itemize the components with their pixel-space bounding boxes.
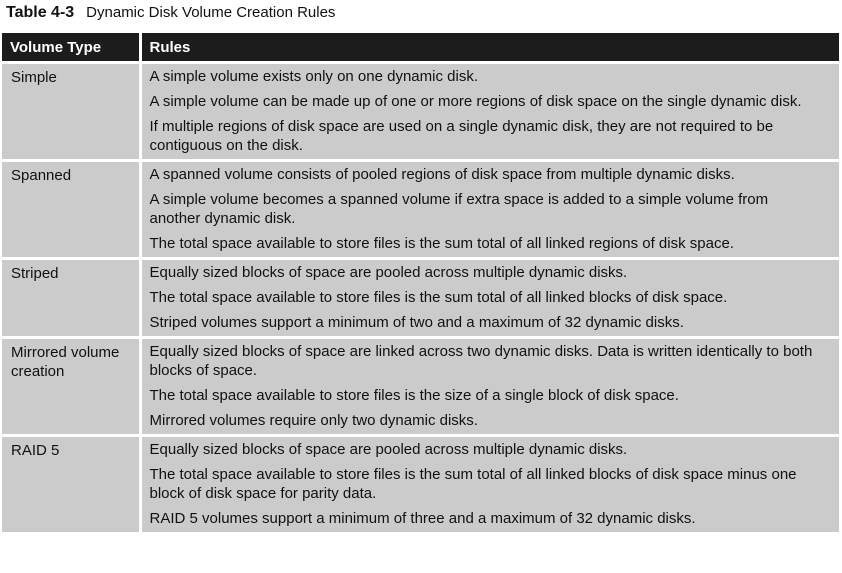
rule-text: The total space available to store files is the sum total of all linked blocks of disk space. [149, 289, 728, 306]
table-row [2, 161, 839, 259]
rules-cell [140, 259, 839, 338]
rule-text: RAID 5 volumes support a minimum of three and a maximum of 32 dynamic disks. [149, 510, 696, 527]
table-header-row [2, 33, 839, 63]
rule-text: The total space available to store files is the size of a single block of disk space. [149, 387, 679, 404]
header-rules: Rules [140, 33, 839, 63]
volume-type-cell: RAID 5 [2, 436, 140, 533]
rule-text: A simple volume exists only on one dynamic disk. [149, 68, 478, 85]
volume-type-cell: Spanned [2, 161, 140, 259]
table-row [2, 436, 839, 533]
rule-text: Equally sized blocks of space are linked across two dynamic disks. Data is written identically to both blocks of space. [149, 343, 813, 379]
rule-text: If multiple regions of disk space are used on a single dynamic disk, they are not required to be contiguous on the disk. [149, 118, 774, 154]
table-row [2, 259, 839, 338]
rule-text: Equally sized blocks of space are pooled across multiple dynamic disks. [149, 264, 628, 281]
rule-text: Striped volumes support a minimum of two and a maximum of 32 dynamic disks. [149, 314, 684, 331]
volume-type-cell: Striped [2, 259, 140, 338]
table-number: Table 4-3 [6, 4, 75, 21]
rule-text: A spanned volume consists of pooled regions of disk space from multiple dynamic disks. [149, 166, 735, 183]
rules-cell [140, 161, 839, 259]
table-row [2, 63, 839, 161]
rule-text: Equally sized blocks of space are pooled across multiple dynamic disks. [149, 441, 628, 458]
table-title: Dynamic Disk Volume Creation Rules [86, 4, 336, 21]
rule-text: A simple volume can be made up of one or more regions of disk space on the single dynamic disk. [149, 93, 802, 110]
rules-cell [140, 63, 839, 161]
rules-cell [140, 338, 839, 436]
table-caption [6, 2, 335, 24]
volume-type-cell: Mirrored volume creation [2, 338, 140, 436]
rule-text: The total space available to store files is the sum total of all linked regions of disk space. [149, 235, 734, 252]
rule-text: A simple volume becomes a spanned volume if extra space is added to a simple volume from another dynamic disk. [149, 191, 769, 227]
rule-text: Mirrored volumes require only two dynamic disks. [149, 412, 478, 429]
table-row [2, 338, 839, 436]
volume-type-cell: Simple [2, 63, 140, 161]
rule-text: The total space available to store files is the sum total of all linked blocks of disk space minus one block of disk space for parity data. [149, 466, 797, 502]
volume-rules-table [2, 33, 839, 532]
header-volume-type: Volume Type [2, 33, 140, 63]
rules-cell [140, 436, 839, 533]
